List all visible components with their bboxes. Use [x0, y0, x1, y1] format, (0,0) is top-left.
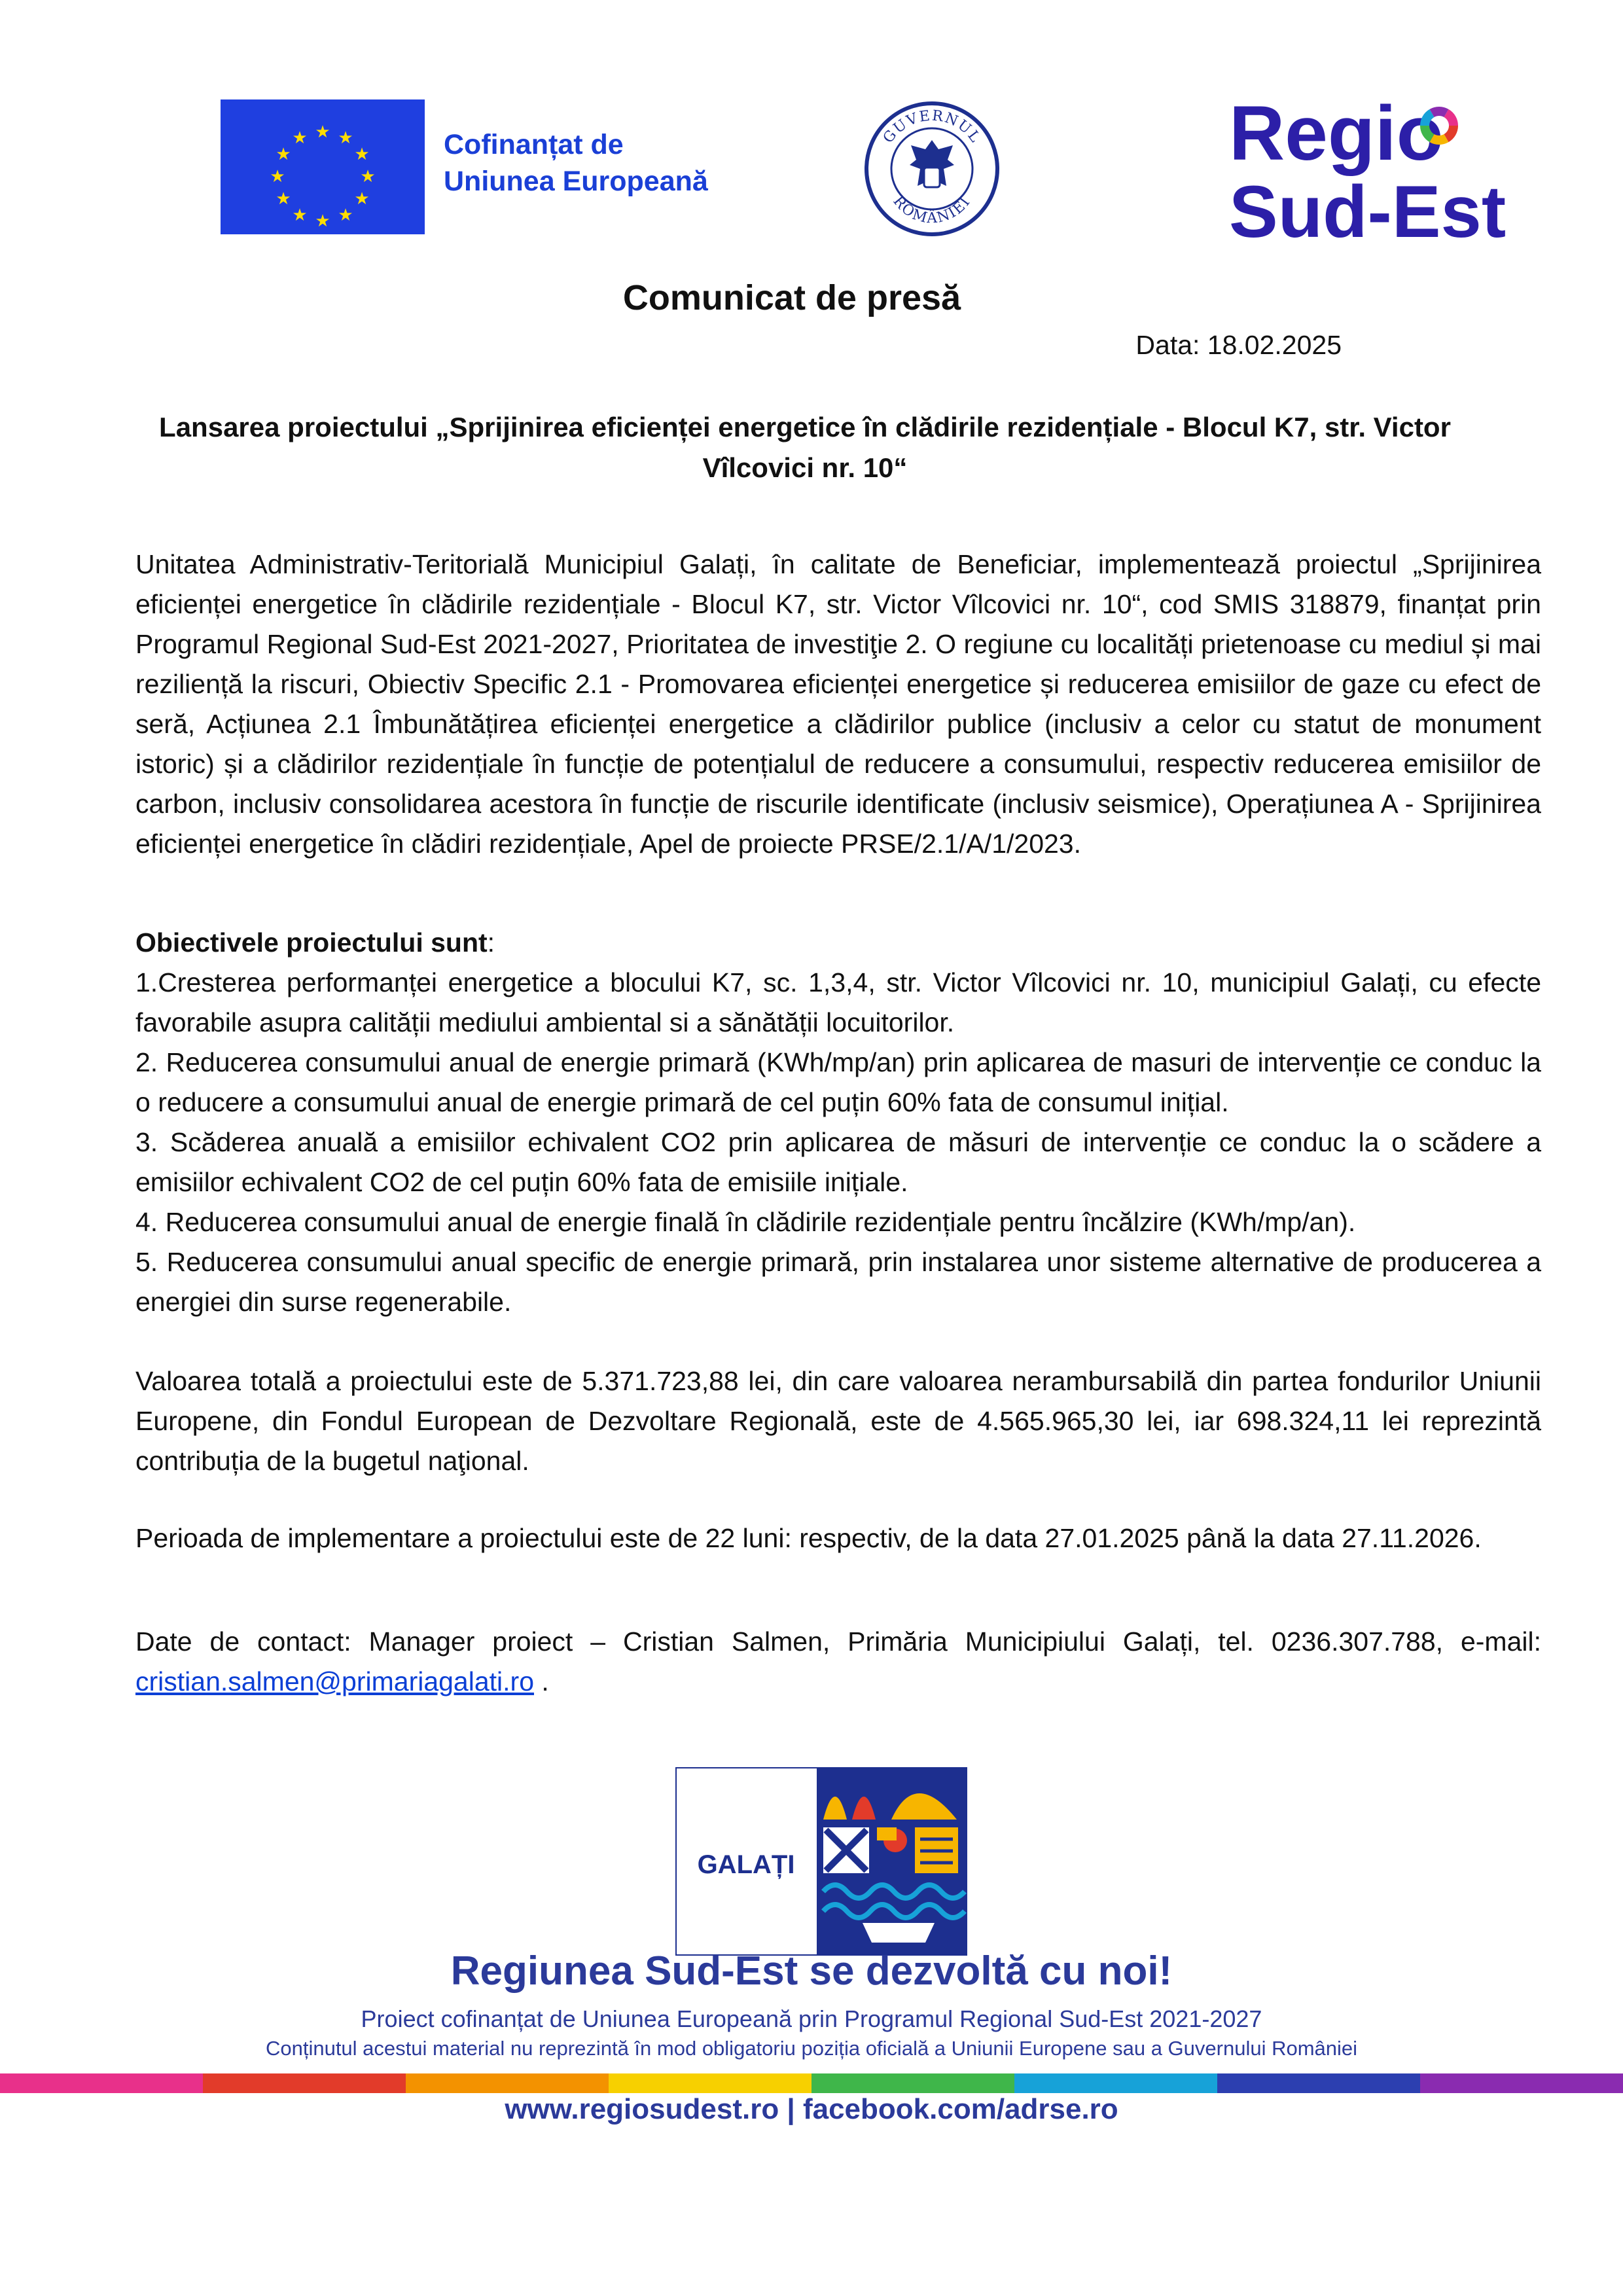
svg-text:★: ★ [292, 128, 308, 148]
footer-cofinanced-note: Proiect cofinanțat de Uniunea Europeană prin Programul Regional Sud-Est 2021-2027 [361, 2005, 1262, 2032]
objectives-heading: Obiectivele proiectului sunt [135, 927, 488, 958]
value-paragraph [135, 1361, 1541, 1481]
footer-disclaimer: Conținutul acestui material nu reprezintă în mod obligatoriu poziția oficială a Uniunii Europene sau a Guvernului României [265, 2037, 1358, 2060]
period-paragraph [135, 1518, 1541, 1558]
value-text: Valoarea totală a proiectului este de 5.371.723,88 lei, din care valoarea nerambursabilă din partea fondurilor Uniunii Europene, din Fondul European de Dezvoltare Regională, este de 4.565.965,30 lei, iar 698.324,11 lei reprezintă contribuția de la bugetul naţional. [135, 1366, 1541, 1476]
contact-paragraph [135, 1622, 1541, 1702]
eu-label-line2: Uniunea Europeană [444, 166, 708, 197]
galati-city-logo [675, 1767, 967, 1956]
svg-text:★: ★ [315, 211, 330, 231]
svg-text:★: ★ [270, 167, 285, 187]
objectives-section [135, 923, 1541, 1322]
objective-item: 4. Reducerea consumului anual de energie finală în clădirile rezidențiale pentru încălzire (KWh/mp/an). [135, 1207, 1356, 1237]
period-text: Perioada de implementare a proiectului este de 22 luni: respectiv, de la data 27.01.2025 până la data 27.11.2026. [135, 1523, 1482, 1553]
document-date: Data: 18.02.2025 [1135, 330, 1342, 360]
eu-label-line1: Cofinanțat de [444, 129, 624, 160]
regio-logo-line2: Sud-Est [1229, 171, 1507, 253]
rainbow-divider [0, 2073, 1623, 2093]
objective-item: 2. Reducerea consumului anual de energie primară (KWh/mp/an) prin aplicarea de masuri de intervenție ce conduc la o reducere a consumului anual de energie primară de cel puțin 60% fata de consumul inițial. [135, 1047, 1541, 1117]
press-release-headline: Lansarea proiectului „Sprijinirea eficienței energetice în clădirile rezidențiale - Blocul K7, str. Victor Vîlcovici nr. 10“ [159, 412, 1451, 483]
objective-item: 3. Scăderea anuală a emisiilor echivalent CO2 prin aplicarea de măsuri de intervenție ce conduc la o scădere a emisiilor echivalent CO2 de cel puțin 60% fata de emisiile inițiale. [135, 1127, 1541, 1197]
svg-text:★: ★ [354, 189, 370, 209]
objective-item: 5. Reducerea consumului anual specific de energie primară, prin instalarea unor sisteme alternative de producerea a energiei din surse regenerabile. [135, 1247, 1541, 1317]
seal-top-text: GUVERNUL [880, 107, 984, 147]
eu-flag-logo [221, 99, 425, 234]
footer-slogan: Regiunea Sud-Est se dezvoltă cu noi! [450, 1948, 1173, 1994]
intro-paragraph [135, 545, 1541, 864]
svg-text:★: ★ [338, 206, 353, 225]
svg-text:★: ★ [354, 145, 370, 164]
regio-logo-line1: Regio [1229, 90, 1444, 177]
footer-links: www.regiosudest.ro | facebook.com/adrse.ro [505, 2093, 1118, 2125]
intro-text: Unitatea Administrativ-Teritorială Municipiul Galați, în calitate de Beneficiar, implementează proiectul „Sprijinirea eficienței energetice în clădirile rezidențiale - Blocul K7, str. Victor Vîlcovici nr. 10“, cod SMIS 318879, finanțat prin Programul Regional Sud-Est 2021-2027, Prioritatea de investiţie 2. O regiune cu localități prietenoase cu mediul și mai reziliență la riscuri, Obiectiv Specific 2.1 - Promovarea eficienței energetice și reducerea emisiilor de gaze cu efect de seră, Acțiunea 2.1 Îmbunătățirea eficienței energetice a clădirilor publice (inclusiv a celor cu statut de monument istoric) și a clădirilor rezidențiale în funcție de potențialul de reducere a consumului, respectiv reducerea emisiilor de carbon, inclusiv consolidarea acestora în funcție de riscurile identificate (inclusiv seismice), Operațiunea A - Sprijinirea eficienței energetice în clădiri rezidențiale, Apel de proiecte PRSE/2.1/A/1/2023. [135, 549, 1541, 859]
eagle-icon [910, 140, 954, 187]
svg-text:★: ★ [338, 128, 353, 148]
contact-suffix: . [534, 1666, 549, 1696]
svg-text:★: ★ [360, 167, 376, 187]
eu-stars-icon [221, 99, 425, 234]
galati-logo-text: GALAȚI [697, 1850, 795, 1879]
seal-bottom-text: ROMÂNIEI [889, 193, 974, 227]
svg-text:★: ★ [315, 122, 330, 142]
svg-text:★: ★ [292, 206, 308, 225]
contact-text: Date de contact: Manager proiect – Cristian Salmen, Primăria Municipiului Galați, tel. 0236.307.788, e-mail: [135, 1626, 1541, 1657]
contact-email-link[interactable]: cristian.salmen@primariagalati.ro [135, 1666, 534, 1696]
regio-sud-est-logo [1229, 90, 1507, 253]
svg-text:★: ★ [276, 145, 291, 164]
svg-text:★: ★ [276, 189, 291, 209]
eu-cofinanced-label [444, 126, 708, 200]
romanian-government-seal [863, 99, 1001, 238]
page-title: Comunicat de presă [622, 278, 961, 317]
objective-item: 1.Cresterea performanței energetice a blocului K7, sc. 1,3,4, str. Victor Vîlcovici nr. 10, municipiul Galați, cu efecte favorabile asupra calității mediului ambiental si a sănătății locuitorilor. [135, 967, 1541, 1037]
galati-emblem-icon [817, 1768, 966, 1954]
objectives-colon: : [487, 927, 495, 958]
